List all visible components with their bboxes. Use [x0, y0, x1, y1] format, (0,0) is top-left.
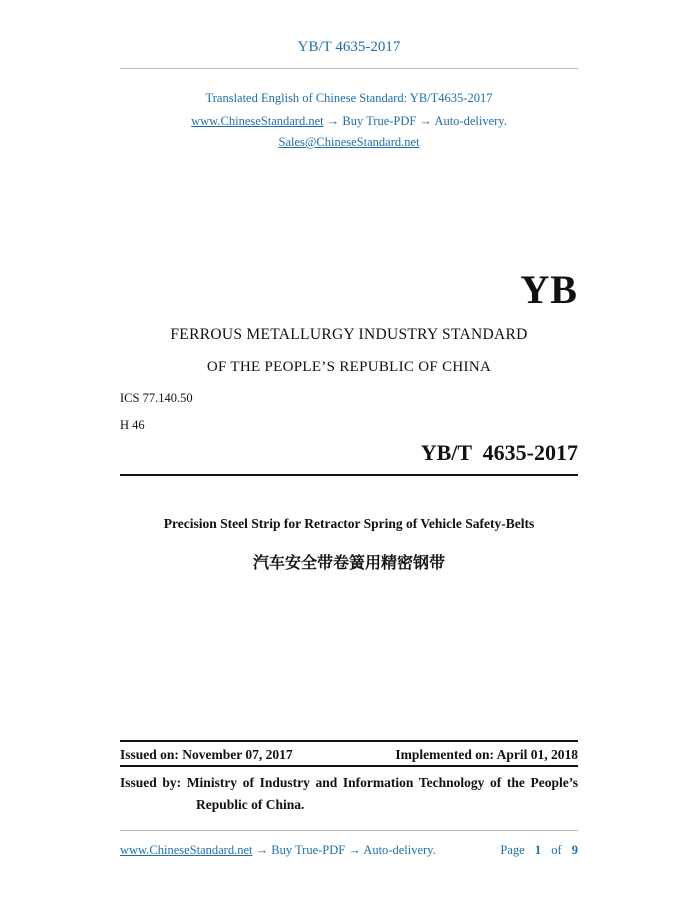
ics-code: ICS 77.140.50	[120, 391, 193, 405]
page-current: 1	[534, 843, 542, 857]
footer-buy-pdf-text: → Buy True-PDF → Auto-delivery.	[252, 843, 436, 857]
issued-divider-bottom	[120, 765, 578, 767]
page-label: Page	[500, 843, 525, 857]
header-divider	[120, 68, 578, 69]
translated-standard-line: Translated English of Chinese Standard: YB/T4635-2017	[205, 91, 493, 105]
classification-code: H 46	[120, 418, 145, 432]
standard-name-line1: FERROUS METALLURGY INDUSTRY STANDARD	[170, 326, 528, 343]
standard-code: YB/T 4635-2017	[420, 440, 578, 465]
header-doc-code: YB/T 4635-2017	[297, 39, 401, 55]
issued-by-line2: Republic of China.	[196, 797, 305, 812]
header-url-line	[120, 114, 578, 129]
issued-row	[120, 746, 578, 764]
header-sales-line	[120, 135, 578, 150]
issued-by-line1: Issued by: Ministry of Industry and Information Technology of the People’s	[120, 775, 578, 790]
footer-site-link[interactable]: www.ChineseStandard.net	[120, 843, 253, 857]
issued-divider-top	[120, 740, 578, 742]
title-chinese: 汽车安全带卷簧用精密钢带	[252, 555, 445, 572]
standard-logo: YB	[520, 267, 578, 312]
page-indicator	[500, 842, 578, 858]
buy-pdf-text: → Buy True-PDF → Auto-delivery.	[323, 114, 507, 128]
page-total: 9	[571, 843, 578, 857]
implemented-on-text: Implemented on: April 01, 2018	[395, 747, 578, 762]
page-of-label: of	[551, 843, 562, 857]
footer-divider	[120, 830, 578, 831]
code-divider	[120, 474, 578, 476]
site-link[interactable]: www.ChineseStandard.net	[191, 114, 324, 128]
standard-name-line2: OF THE PEOPLE’S REPUBLIC OF CHINA	[206, 359, 492, 375]
issued-by-paragraph	[120, 772, 578, 816]
title-english: Precision Steel Strip for Retractor Spring of Vehicle Safety-Belts	[163, 516, 535, 531]
sales-email-link[interactable]: Sales@ChineseStandard.net	[278, 135, 420, 149]
footer-url-line	[120, 842, 436, 858]
issued-on-text: Issued on: November 07, 2017	[120, 747, 293, 762]
footer-row	[120, 842, 578, 858]
